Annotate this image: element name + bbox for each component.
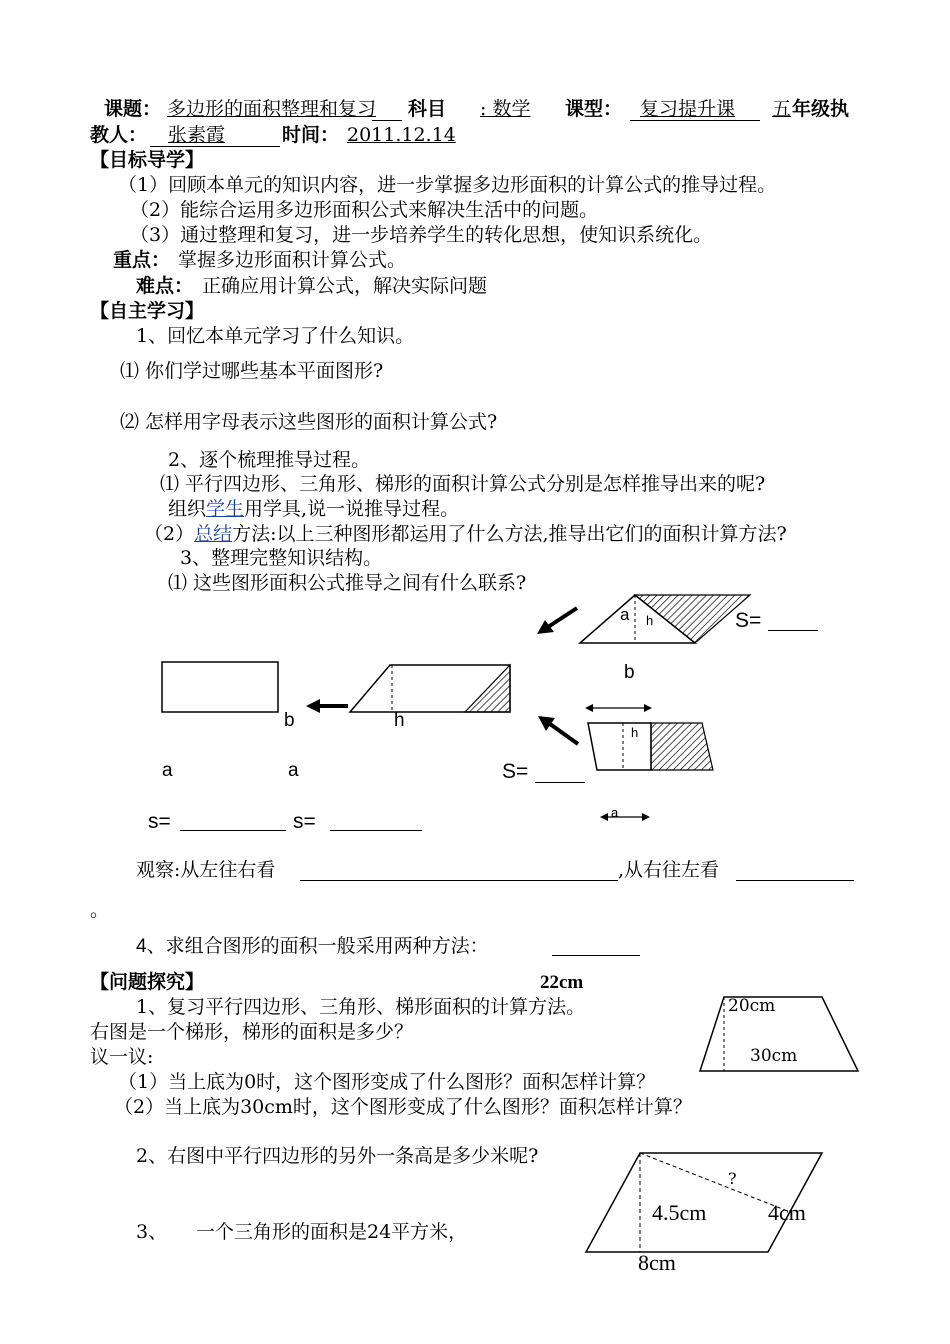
- bottom-dim-label-a: a: [611, 805, 619, 820]
- grade-prefix: 五: [772, 98, 792, 120]
- trapezoid-bottom-label: 30cm: [750, 1046, 798, 1066]
- explore-heading: 【问题探究】: [90, 971, 205, 993]
- q2b-pre: （2）: [144, 523, 195, 545]
- q2a-pre: 组织: [168, 498, 207, 520]
- subject-value: : 数学: [480, 98, 531, 120]
- self-study-q1: 1、回忆本单元学习了什么知识。: [136, 325, 415, 347]
- rect-label-b: b: [284, 710, 295, 731]
- self-study-q2a: ⑴ 平行四边形、三角形、梯形的面积计算公式分别是怎样推导出来的呢?: [160, 473, 766, 495]
- difficulty-text: 正确应用计算公式，解决实际问题: [202, 275, 488, 297]
- self-study-q2: 2、逐个梳理推导过程。: [168, 449, 371, 471]
- topic-value: 多边形的面积整理和复习: [167, 98, 377, 120]
- grade-suffix: 年级执: [792, 98, 850, 120]
- explore-q3: 一个三角形的面积是24平方米，: [196, 1221, 468, 1243]
- q2b-post: 方法:以上三种图形都运用了什么方法,推导出它们的面积计算方法?: [232, 523, 787, 545]
- observe-left: 观察:从左往右看: [136, 859, 276, 881]
- goal-item-1: （1）回顾本单元的知识内容，进一步掌握多边形面积的计算公式的推导过程。: [118, 174, 777, 196]
- parallelogram-height-label: 4.5cm: [652, 1200, 707, 1225]
- key-point-text: 掌握多边形面积计算公式。: [178, 249, 407, 271]
- explore-q3-num: 3、: [136, 1221, 168, 1243]
- triangle-label-b: b: [624, 662, 635, 683]
- subject-label: 科目: [408, 98, 447, 120]
- observe-right: ,从右往左看: [618, 859, 720, 881]
- time-value: 2011.12.14: [347, 124, 456, 146]
- link-students[interactable]: 学生: [206, 498, 245, 520]
- self-study-q1a: ⑴ 你们学过哪些基本平面图形?: [120, 360, 384, 382]
- trapezoid-area-label: S=: [502, 760, 529, 783]
- link-summary[interactable]: 总结: [194, 523, 233, 545]
- key-point-label: 重点：: [113, 249, 171, 271]
- difficulty-label: 难点：: [136, 275, 194, 297]
- explore-q2: 2、右图中平行四边形的另外一条高是多少米呢?: [136, 1145, 539, 1167]
- goal-item-3: （3）通过整理和复习，进一步培养学生的转化思想，使知识系统化。: [130, 224, 713, 246]
- self-study-heading: 【自主学习】: [90, 300, 205, 322]
- self-study-q4: 4、求组合图形的面积一般采用两种方法：: [136, 936, 489, 957]
- observe-end: 。: [90, 899, 110, 921]
- trapezoid-label-h: h: [631, 725, 639, 740]
- self-study-q3: 3、整理完整知识结构。: [180, 547, 383, 569]
- goal-item-2: （2）能综合运用多边形面积公式来解决生活中的问题。: [130, 199, 599, 221]
- self-study-q3a: ⑴ 这些图形面积公式推导之间有什么联系?: [168, 572, 527, 594]
- trapezoid-top-label: 22cm: [540, 972, 584, 993]
- explore-d1: （1）当上底为0时，这个图形变成了什么图形？面积怎样计算？: [118, 1071, 656, 1093]
- teacher-value: 张素霞: [168, 124, 226, 146]
- explore-q1: 1、复习平行四边形、三角形、梯形面积的计算方法。: [136, 996, 586, 1018]
- time-label: 时间：: [282, 124, 340, 146]
- explore-discuss: 议一议:: [90, 1046, 154, 1068]
- parallelogram-area-label: s=: [293, 810, 316, 833]
- trapezoid-height-label: 20cm: [728, 996, 776, 1016]
- parallelogram-base-label: 8cm: [638, 1250, 676, 1275]
- goals-heading: 【目标导学】: [90, 149, 205, 171]
- triangle-label-h: h: [646, 613, 654, 628]
- lesson-type-value: 复习提升课: [640, 98, 736, 120]
- rect-area-label: s=: [148, 810, 171, 833]
- parallelogram-label-h: h: [394, 710, 405, 731]
- triangle-label-a: a: [620, 605, 630, 624]
- q2a-post: 用学具,说一说推导过程。: [244, 498, 460, 520]
- explore-d2: （2）当上底为30cm时，这个图形变成了什么图形？面积怎样计算？: [114, 1096, 692, 1118]
- topic-label: 课题：: [104, 98, 162, 120]
- self-study-q1b: ⑵ 怎样用字母表示这些图形的面积计算公式?: [120, 411, 498, 433]
- parallelogram-label-a: a: [288, 760, 299, 781]
- explore-q1b: 右图是一个梯形，梯形的面积是多少？: [90, 1021, 414, 1043]
- parallelogram-unknown: ?: [728, 1169, 737, 1188]
- teacher-label: 教人：: [90, 124, 148, 146]
- triangle-area-label: S=: [735, 609, 762, 632]
- rect-label-a: a: [162, 760, 173, 781]
- lesson-type-label: 课型：: [565, 98, 623, 120]
- parallelogram-side-label: 4cm: [768, 1200, 806, 1225]
